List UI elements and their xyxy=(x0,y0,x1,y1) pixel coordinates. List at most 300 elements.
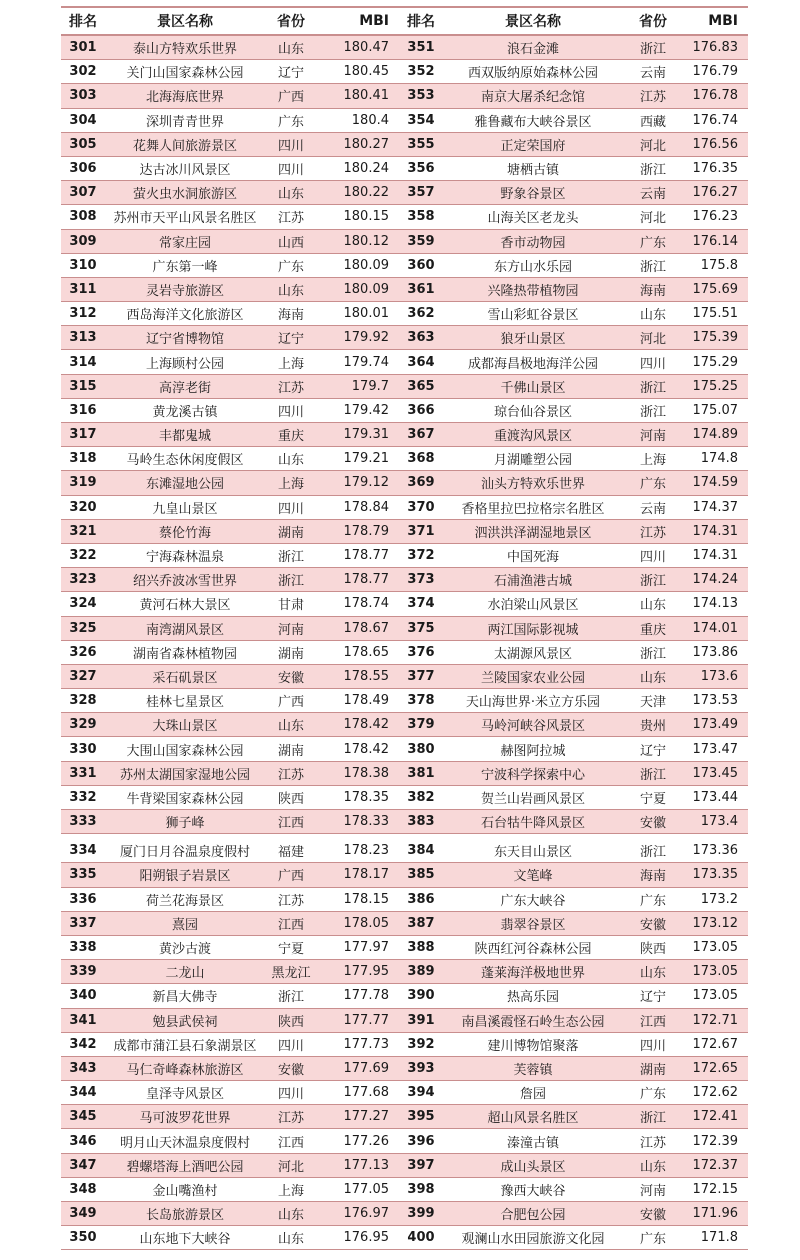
rank-cell-right: 354 xyxy=(407,112,435,128)
province-cell-left: 江西 xyxy=(277,917,304,933)
name-cell-left: 北海海底世界 xyxy=(145,90,224,106)
header-name-left: 景区名称 xyxy=(157,14,213,30)
province-cell-left: 浙江 xyxy=(277,550,304,566)
rank-cell-right: 351 xyxy=(407,40,435,56)
province-cell-left: 山西 xyxy=(277,235,304,251)
rank-cell-right: 379 xyxy=(407,717,435,733)
province-cell-left: 上海 xyxy=(277,356,304,372)
rank-cell-right: 355 xyxy=(407,136,435,152)
rank-cell-left: 307 xyxy=(69,185,97,201)
rank-cell-left: 326 xyxy=(69,644,97,660)
mbi-cell-left: 176.95 xyxy=(343,1230,389,1246)
province-cell-left: 山东 xyxy=(277,42,304,58)
rank-cell-left: 318 xyxy=(69,451,97,467)
rank-cell-right: 384 xyxy=(407,843,435,859)
rank-cell-right: 393 xyxy=(407,1060,435,1076)
rank-cell-left: 305 xyxy=(69,136,97,152)
province-cell-left: 福建 xyxy=(277,845,304,861)
table-row xyxy=(61,496,748,520)
name-cell-right: 香格里拉巴拉格宗名胜区 xyxy=(461,501,605,517)
table-row xyxy=(61,181,748,205)
province-cell-left: 甘肃 xyxy=(277,598,304,614)
province-cell-right: 辽宁 xyxy=(639,743,666,759)
name-cell-right: 狼牙山景区 xyxy=(500,332,566,348)
rank-cell-right: 388 xyxy=(407,940,435,956)
province-cell-left: 重庆 xyxy=(277,429,304,445)
mbi-cell-left: 177.69 xyxy=(343,1060,389,1076)
name-cell-right: 山海关区老龙头 xyxy=(487,211,579,227)
rank-cell-left: 315 xyxy=(69,378,97,394)
name-cell-right: 东天目山景区 xyxy=(493,845,572,861)
province-cell-right: 江苏 xyxy=(639,90,666,106)
name-cell-left: 采石矶景区 xyxy=(152,670,218,686)
province-cell-right: 四川 xyxy=(639,356,666,372)
name-cell-left: 荷兰花海景区 xyxy=(145,893,224,909)
mbi-cell-right: 174.89 xyxy=(692,427,738,443)
rank-cell-left: 349 xyxy=(69,1206,97,1222)
mbi-cell-right: 174.24 xyxy=(692,572,738,588)
province-cell-right: 陕西 xyxy=(639,942,666,958)
name-cell-right: 正定荣国府 xyxy=(500,138,566,154)
rank-cell-left: 317 xyxy=(69,427,97,443)
province-cell-right: 河南 xyxy=(639,1183,666,1199)
name-cell-right: 热高乐园 xyxy=(506,990,559,1006)
name-cell-left: 马仁奇峰森林旅游区 xyxy=(126,1062,244,1078)
name-cell-right: 詹园 xyxy=(519,1087,546,1103)
mbi-cell-right: 172.62 xyxy=(692,1085,738,1101)
rank-cell-right: 398 xyxy=(407,1181,435,1197)
province-cell-left: 四川 xyxy=(277,138,304,154)
rank-cell-left: 341 xyxy=(69,1012,97,1028)
rank-cell-right: 387 xyxy=(407,915,435,931)
mbi-cell-right: 175.8 xyxy=(700,257,738,273)
name-cell-left: 厦门日月谷温泉度假村 xyxy=(119,845,250,861)
mbi-cell-left: 178.15 xyxy=(343,891,389,907)
mbi-cell-left: 177.27 xyxy=(343,1109,389,1125)
table-row xyxy=(61,689,748,713)
mbi-cell-left: 176.97 xyxy=(343,1206,389,1222)
mbi-cell-right: 172.41 xyxy=(692,1109,738,1125)
table-row xyxy=(61,60,748,84)
name-cell-left: 熹园 xyxy=(171,917,198,933)
mbi-cell-left: 179.21 xyxy=(343,451,389,467)
province-cell-right: 河南 xyxy=(639,429,666,445)
mbi-cell-left: 180.41 xyxy=(343,88,389,104)
name-cell-left: 宁海森林温泉 xyxy=(145,550,224,566)
rank-cell-right: 358 xyxy=(407,209,435,225)
rank-cell-left: 342 xyxy=(69,1036,97,1052)
table-row xyxy=(61,713,748,737)
mbi-cell-right: 175.69 xyxy=(692,281,738,297)
name-cell-left: 大珠山景区 xyxy=(152,719,218,735)
mbi-cell-right: 171.96 xyxy=(692,1206,738,1222)
rank-cell-right: 382 xyxy=(407,789,435,805)
province-cell-left: 江苏 xyxy=(277,767,304,783)
mbi-cell-left: 178.77 xyxy=(343,572,389,588)
province-cell-right: 浙江 xyxy=(639,767,666,783)
province-cell-right: 山东 xyxy=(639,966,666,982)
table-row xyxy=(61,960,748,984)
province-cell-right: 天津 xyxy=(639,695,666,711)
table-row xyxy=(61,157,748,181)
rank-cell-right: 376 xyxy=(407,644,435,660)
name-cell-right: 天山海世界·米立方乐园 xyxy=(465,695,601,711)
rank-cell-right: 400 xyxy=(407,1230,435,1246)
mbi-cell-left: 178.79 xyxy=(343,523,389,539)
mbi-cell-right: 173.45 xyxy=(692,765,738,781)
name-cell-right: 赫图阿拉城 xyxy=(500,743,566,759)
name-cell-right: 石台牯牛降风景区 xyxy=(480,816,585,832)
mbi-cell-left: 180.24 xyxy=(343,161,389,177)
province-cell-left: 广西 xyxy=(277,869,304,885)
province-cell-left: 辽宁 xyxy=(277,66,304,82)
mbi-cell-left: 180.45 xyxy=(343,64,389,80)
name-cell-right: 合肥包公园 xyxy=(500,1208,566,1224)
rank-cell-left: 345 xyxy=(69,1109,97,1125)
rank-cell-right: 368 xyxy=(407,451,435,467)
table-row xyxy=(61,1129,748,1153)
province-cell-right: 广东 xyxy=(639,1232,666,1248)
mbi-cell-right: 173.44 xyxy=(692,789,738,805)
mbi-cell-right: 172.37 xyxy=(692,1157,738,1173)
rank-cell-left: 332 xyxy=(69,789,97,805)
mbi-cell-right: 173.47 xyxy=(692,741,738,757)
name-cell-left: 黄河石林大景区 xyxy=(139,598,231,614)
province-cell-right: 广东 xyxy=(639,235,666,251)
rank-cell-right: 367 xyxy=(407,427,435,443)
table-row xyxy=(61,617,748,641)
rank-cell-left: 301 xyxy=(69,40,97,56)
province-cell-left: 广东 xyxy=(277,259,304,275)
mbi-cell-left: 177.13 xyxy=(343,1157,389,1173)
name-cell-left: 常家庄园 xyxy=(158,235,211,251)
rank-cell-left: 338 xyxy=(69,940,97,956)
province-cell-left: 江西 xyxy=(277,816,304,832)
header-province-left: 省份 xyxy=(277,14,305,30)
mbi-cell-left: 178.38 xyxy=(343,765,389,781)
table-row xyxy=(61,863,748,887)
province-cell-left: 湖南 xyxy=(277,646,304,662)
province-cell-left: 四川 xyxy=(277,163,304,179)
name-cell-right: 豫西大峡谷 xyxy=(500,1183,566,1199)
province-cell-right: 江苏 xyxy=(639,525,666,541)
mbi-cell-right: 175.39 xyxy=(692,330,738,346)
table-row xyxy=(61,375,748,399)
rank-cell-left: 347 xyxy=(69,1157,97,1173)
province-cell-right: 云南 xyxy=(639,66,666,82)
name-cell-left: 黄沙古渡 xyxy=(158,942,211,958)
rank-cell-right: 378 xyxy=(407,693,435,709)
province-cell-left: 河南 xyxy=(277,622,304,638)
mbi-cell-right: 176.56 xyxy=(692,136,738,152)
name-cell-right: 陕西红河谷森林公园 xyxy=(474,942,592,958)
table-row xyxy=(61,326,748,350)
name-cell-left: 绍兴乔波冰雪世界 xyxy=(132,574,237,590)
mbi-cell-left: 179.92 xyxy=(343,330,389,346)
name-cell-right: 翡翠谷景区 xyxy=(500,917,566,933)
name-cell-right: 千佛山景区 xyxy=(500,380,566,396)
table-row xyxy=(61,839,748,863)
name-cell-left: 广东第一峰 xyxy=(152,259,218,275)
mbi-cell-right: 173.36 xyxy=(692,843,738,859)
rank-cell-right: 363 xyxy=(407,330,435,346)
name-cell-left: 湖南省森林植物园 xyxy=(132,646,237,662)
province-cell-right: 浙江 xyxy=(639,574,666,590)
rank-cell-left: 335 xyxy=(69,867,97,883)
rank-cell-right: 381 xyxy=(407,765,435,781)
province-cell-right: 浙江 xyxy=(639,404,666,420)
name-cell-left: 牛背梁国家森林公园 xyxy=(126,791,244,807)
table-row xyxy=(61,1009,748,1033)
name-cell-right: 南京大屠杀纪念馆 xyxy=(480,90,585,106)
name-cell-right: 香市动物园 xyxy=(500,235,566,251)
province-cell-right: 浙江 xyxy=(639,380,666,396)
name-cell-right: 溱潼古镇 xyxy=(506,1135,559,1151)
province-cell-right: 云南 xyxy=(639,187,666,203)
name-cell-right: 雅鲁藏布大峡谷景区 xyxy=(474,114,592,130)
name-cell-left: 成都市蒲江县石象湖景区 xyxy=(113,1038,257,1054)
name-cell-right: 超山风景名胜区 xyxy=(487,1111,579,1127)
table-row xyxy=(61,762,748,786)
rank-cell-right: 369 xyxy=(407,475,435,491)
province-cell-right: 浙江 xyxy=(639,646,666,662)
province-cell-right: 上海 xyxy=(639,453,666,469)
rank-cell-left: 323 xyxy=(69,572,97,588)
rank-cell-left: 302 xyxy=(69,64,97,80)
table-row xyxy=(61,737,748,761)
province-cell-left: 广西 xyxy=(277,695,304,711)
mbi-cell-left: 178.67 xyxy=(343,620,389,636)
mbi-cell-left: 178.77 xyxy=(343,548,389,564)
mbi-cell-right: 174.59 xyxy=(692,475,738,491)
mbi-cell-right: 174.31 xyxy=(692,548,738,564)
name-cell-right: 塘栖古镇 xyxy=(506,163,559,179)
province-cell-right: 云南 xyxy=(639,501,666,517)
table-row xyxy=(61,984,748,1008)
mbi-cell-right: 176.14 xyxy=(692,233,738,249)
mbi-cell-right: 174.01 xyxy=(692,620,738,636)
rank-cell-right: 383 xyxy=(407,814,435,830)
name-cell-left: 桂林七星景区 xyxy=(145,695,224,711)
name-cell-left: 东滩湿地公园 xyxy=(145,477,224,493)
name-cell-right: 观澜山水田园旅游文化园 xyxy=(461,1232,605,1248)
rank-cell-right: 394 xyxy=(407,1085,435,1101)
rank-cell-right: 361 xyxy=(407,281,435,297)
mbi-cell-right: 175.51 xyxy=(692,306,738,322)
rank-cell-left: 311 xyxy=(69,281,97,297)
rank-cell-right: 385 xyxy=(407,867,435,883)
rank-cell-left: 322 xyxy=(69,548,97,564)
rank-cell-right: 373 xyxy=(407,572,435,588)
name-cell-left: 阳朔银子岩景区 xyxy=(139,869,231,885)
province-cell-left: 江苏 xyxy=(277,893,304,909)
table-row xyxy=(61,230,748,254)
province-cell-right: 河北 xyxy=(639,332,666,348)
province-cell-left: 陕西 xyxy=(277,1014,304,1030)
province-cell-right: 海南 xyxy=(639,283,666,299)
name-cell-left: 狮子峰 xyxy=(165,816,205,832)
province-cell-left: 山东 xyxy=(277,453,304,469)
mbi-cell-right: 173.53 xyxy=(692,693,738,709)
table-row xyxy=(61,109,748,133)
province-cell-left: 上海 xyxy=(277,1183,304,1199)
mbi-cell-left: 179.42 xyxy=(343,402,389,418)
name-cell-right: 南昌溪霞怪石岭生态公园 xyxy=(461,1014,605,1030)
rank-cell-right: 362 xyxy=(407,306,435,322)
table-row xyxy=(61,254,748,278)
province-cell-left: 山东 xyxy=(277,719,304,735)
mbi-cell-right: 173.05 xyxy=(692,988,738,1004)
province-cell-right: 贵州 xyxy=(639,719,666,735)
table-row xyxy=(61,936,748,960)
mbi-cell-left: 177.05 xyxy=(343,1181,389,1197)
rank-cell-left: 350 xyxy=(69,1230,97,1246)
name-cell-left: 马可波罗花世界 xyxy=(139,1111,231,1127)
province-cell-right: 浙江 xyxy=(639,42,666,58)
table-row xyxy=(61,1226,748,1250)
mbi-cell-right: 173.12 xyxy=(692,915,738,931)
name-cell-left: 苏州市天平山风景名胜区 xyxy=(113,211,257,227)
table-row xyxy=(61,544,748,568)
name-cell-left: 西岛海洋文化旅游区 xyxy=(126,308,244,324)
province-cell-right: 重庆 xyxy=(639,622,666,638)
rank-cell-right: 375 xyxy=(407,620,435,636)
name-cell-right: 琼台仙谷景区 xyxy=(493,404,572,420)
mbi-cell-left: 178.74 xyxy=(343,596,389,612)
name-cell-left: 黄龙溪古镇 xyxy=(152,404,218,420)
mbi-cell-right: 176.83 xyxy=(692,40,738,56)
province-cell-left: 上海 xyxy=(277,477,304,493)
rank-cell-left: 324 xyxy=(69,596,97,612)
province-cell-right: 四川 xyxy=(639,1038,666,1054)
mbi-cell-left: 178.84 xyxy=(343,499,389,515)
mbi-cell-left: 179.74 xyxy=(343,354,389,370)
rank-cell-left: 316 xyxy=(69,402,97,418)
province-cell-left: 山东 xyxy=(277,283,304,299)
rank-cell-right: 360 xyxy=(407,257,435,273)
province-cell-right: 西藏 xyxy=(639,114,666,130)
name-cell-right: 东方山水乐园 xyxy=(493,259,572,275)
rank-cell-left: 340 xyxy=(69,988,97,1004)
header-mbi-left: MBI xyxy=(359,13,389,29)
rank-cell-left: 319 xyxy=(69,475,97,491)
mbi-cell-left: 177.26 xyxy=(343,1133,389,1149)
province-cell-left: 湖南 xyxy=(277,525,304,541)
name-cell-left: 金山嘴渔村 xyxy=(152,1183,218,1199)
province-cell-right: 河北 xyxy=(639,211,666,227)
province-cell-right: 山东 xyxy=(639,598,666,614)
table-row xyxy=(61,641,748,665)
table-row xyxy=(61,205,748,229)
province-cell-left: 河北 xyxy=(277,1159,304,1175)
name-cell-left: 二龙山 xyxy=(165,966,205,982)
mbi-cell-right: 173.4 xyxy=(700,814,738,830)
mbi-cell-left: 178.42 xyxy=(343,741,389,757)
rank-cell-right: 353 xyxy=(407,88,435,104)
rank-cell-left: 310 xyxy=(69,257,97,273)
rank-cell-right: 357 xyxy=(407,185,435,201)
rank-cell-right: 365 xyxy=(407,378,435,394)
rank-cell-left: 303 xyxy=(69,88,97,104)
province-cell-right: 浙江 xyxy=(639,259,666,275)
province-cell-right: 宁夏 xyxy=(639,791,666,807)
header-mbi-right: MBI xyxy=(708,13,738,29)
name-cell-left: 明月山天沐温泉度假村 xyxy=(119,1135,250,1151)
rank-cell-right: 399 xyxy=(407,1206,435,1222)
rank-cell-right: 372 xyxy=(407,548,435,564)
rank-cell-left: 309 xyxy=(69,233,97,249)
mbi-cell-right: 176.74 xyxy=(692,112,738,128)
province-cell-left: 广东 xyxy=(277,114,304,130)
name-cell-left: 马岭生态休闲度假区 xyxy=(126,453,244,469)
header-rank-left: 排名 xyxy=(69,14,97,30)
mbi-cell-left: 178.35 xyxy=(343,789,389,805)
table-row xyxy=(61,471,748,495)
mbi-cell-right: 175.07 xyxy=(692,402,738,418)
rank-cell-right: 395 xyxy=(407,1109,435,1125)
mbi-cell-left: 180.15 xyxy=(343,209,389,225)
province-cell-left: 四川 xyxy=(277,501,304,517)
mbi-cell-right: 176.79 xyxy=(692,64,738,80)
province-cell-left: 海南 xyxy=(277,308,304,324)
mbi-cell-left: 179.7 xyxy=(351,378,389,394)
mbi-cell-left: 180.09 xyxy=(343,257,389,273)
mbi-cell-right: 172.65 xyxy=(692,1060,738,1076)
rank-cell-left: 327 xyxy=(69,668,97,684)
table-row xyxy=(61,350,748,374)
rank-cell-right: 386 xyxy=(407,891,435,907)
province-cell-right: 山东 xyxy=(639,1159,666,1175)
table-row xyxy=(61,399,748,423)
rank-cell-left: 320 xyxy=(69,499,97,515)
name-cell-right: 广东大峡谷 xyxy=(500,893,566,909)
mbi-cell-right: 175.25 xyxy=(692,378,738,394)
name-cell-left: 皇泽寺风景区 xyxy=(145,1087,224,1103)
province-cell-left: 浙江 xyxy=(277,990,304,1006)
name-cell-left: 高淳老街 xyxy=(158,380,211,396)
mbi-cell-left: 178.33 xyxy=(343,814,389,830)
rank-cell-left: 330 xyxy=(69,741,97,757)
table-row xyxy=(61,1105,748,1129)
mbi-cell-left: 177.68 xyxy=(343,1085,389,1101)
rank-cell-left: 308 xyxy=(69,209,97,225)
table-row xyxy=(61,520,748,544)
province-cell-right: 广东 xyxy=(639,893,666,909)
rank-cell-left: 337 xyxy=(69,915,97,931)
name-cell-right: 兰陵国家农业公园 xyxy=(480,670,585,686)
name-cell-right: 马岭河峡谷风景区 xyxy=(480,719,585,735)
table-row xyxy=(61,1202,748,1226)
province-cell-right: 四川 xyxy=(639,550,666,566)
header-name-right: 景区名称 xyxy=(505,14,561,30)
mbi-cell-right: 173.2 xyxy=(700,891,738,907)
table-row xyxy=(61,36,748,60)
mbi-cell-right: 174.37 xyxy=(692,499,738,515)
mbi-cell-left: 179.31 xyxy=(343,427,389,443)
rank-cell-left: 325 xyxy=(69,620,97,636)
province-cell-right: 山东 xyxy=(639,308,666,324)
header-province-right: 省份 xyxy=(639,14,667,30)
rank-cell-left: 346 xyxy=(69,1133,97,1149)
mbi-cell-left: 178.17 xyxy=(343,867,389,883)
mbi-cell-left: 180.27 xyxy=(343,136,389,152)
mbi-cell-right: 173.05 xyxy=(692,964,738,980)
name-cell-left: 上海顾村公园 xyxy=(145,356,224,372)
province-cell-left: 广西 xyxy=(277,90,304,106)
rank-cell-right: 396 xyxy=(407,1133,435,1149)
name-cell-right: 宁波科学探索中心 xyxy=(480,767,585,783)
name-cell-right: 文笔峰 xyxy=(513,869,553,885)
